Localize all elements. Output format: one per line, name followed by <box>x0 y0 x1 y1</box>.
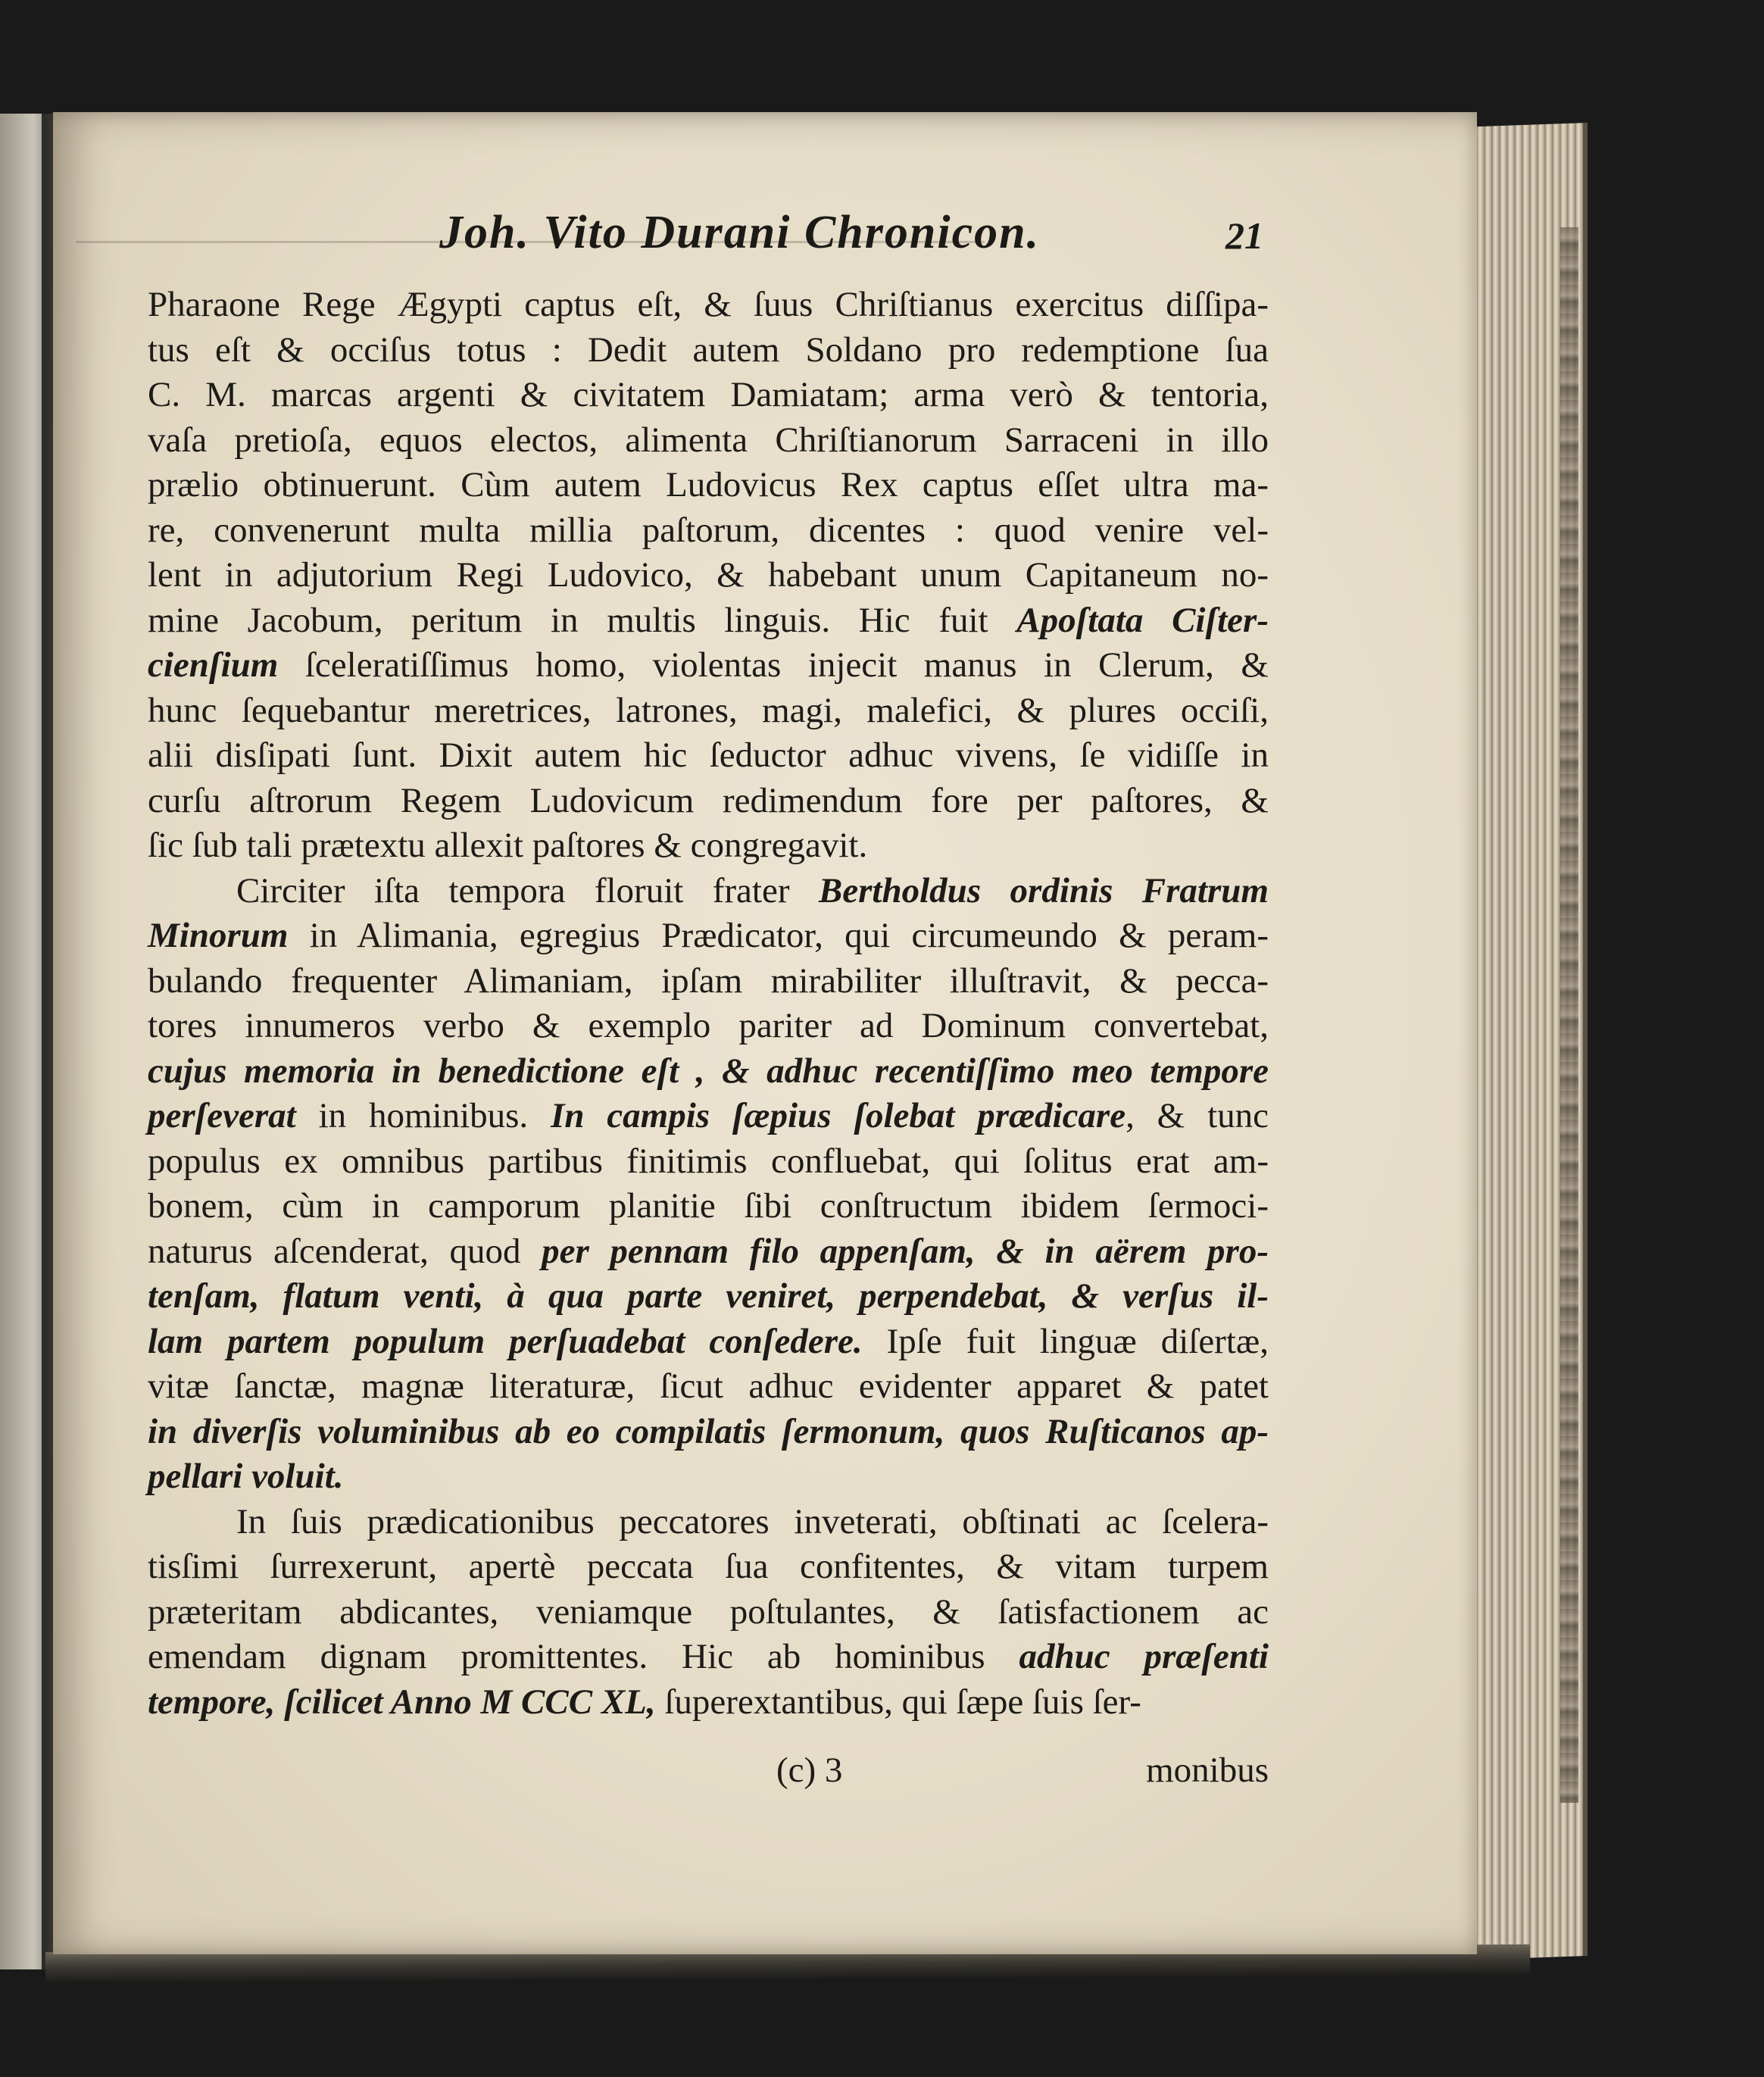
italic-text: Minorum <box>148 916 289 955</box>
signature-mark: (c) 3 <box>776 1751 843 1790</box>
text-line <box>148 598 1269 644</box>
roman-text: tus eſt & occiſus totus : Dedit autem Soldano pro redemptione ſua <box>148 330 1269 370</box>
text-line <box>148 869 1269 914</box>
roman-text: in Alimania, egregius Prædicator, qui circumeundo & peram- <box>288 916 1269 955</box>
roman-text: tisſimi ſurrexerunt, apertè peccata ſua confitentes, & vitam turpem <box>148 1547 1269 1586</box>
text-line <box>148 959 1269 1004</box>
italic-text: adhuc præſenti <box>1019 1637 1269 1676</box>
text-line <box>148 1229 1269 1275</box>
roman-text: in hominibus. <box>295 1096 551 1135</box>
text-line <box>148 914 1269 959</box>
text-line <box>148 689 1269 734</box>
italic-text: lam partem populum perſuadebat conſedere. <box>148 1321 863 1361</box>
italic-text: Apoſtata Ciſter- <box>1016 600 1269 640</box>
text-line <box>148 1410 1269 1455</box>
roman-text: hunc ſequebantur meretrices, latrones, magi, malefici, & plures occiſi, <box>148 690 1269 730</box>
catchword: monibus <box>1146 1751 1269 1790</box>
roman-text: præteritam abdicantes, veniamque poſtulantes, & ſatisfactionem ac <box>148 1591 1269 1632</box>
roman-text: vitæ ſanctæ, magnæ literaturæ, ſicut adhuc evidenter apparet & patet <box>148 1366 1269 1406</box>
italic-text: Bertholdus ordinis Fratrum <box>818 870 1269 910</box>
text-line <box>148 1184 1269 1229</box>
roman-text: Ipſe fuit linguæ diſertæ, <box>862 1321 1269 1361</box>
text-line <box>148 1320 1269 1365</box>
text-line <box>148 373 1269 418</box>
text-line <box>148 418 1269 464</box>
roman-text: bonem, cùm in camporum planitie ſibi conſtructum ibidem ſermoci- <box>148 1186 1269 1226</box>
page-stack-shadow <box>1560 227 1578 1803</box>
italic-text: per pennam filo appenſam, & in aërem pro- <box>542 1231 1269 1271</box>
italic-text: perſeverat <box>148 1096 296 1135</box>
text-line <box>148 1364 1269 1410</box>
roman-text: re, convenerunt multa millia paſtorum, dicentes : quod venire vel- <box>148 510 1269 550</box>
roman-text: ſceleratiſſimus homo, violentas injecit manus in Clerum, & <box>278 645 1269 685</box>
text-line <box>148 1274 1269 1320</box>
text-line <box>148 463 1269 508</box>
text-line <box>148 1004 1269 1049</box>
roman-text: curſu aſtrorum Regem Ludovicum redimendum fore per paſtores, & <box>148 780 1269 820</box>
italic-text: cienſium <box>148 645 279 685</box>
roman-text: naturus aſcenderat, quod <box>148 1231 542 1271</box>
roman-text: , & tunc <box>1126 1096 1269 1135</box>
italic-text: in diverſis voluminibus ab eo compilatis ſermonum, quos Ruſticanos ap- <box>148 1411 1269 1451</box>
roman-text: ſic ſub tali prætextu allexit paſtores & congregavit. <box>148 826 868 865</box>
text-line <box>148 823 1269 869</box>
text-line <box>148 1049 1269 1095</box>
running-head: Joh. Vito Durani Chronicon. <box>439 207 1041 258</box>
roman-text: Circiter iſta tempora floruit frater <box>236 870 819 910</box>
text-line <box>148 1680 1269 1726</box>
italic-text: In campis ſæpius ſolebat prædicare <box>551 1096 1126 1135</box>
roman-text: mine Jacobum, peritum in multis linguis. Hic fuit <box>148 600 1017 640</box>
italic-text: tempore, ſcilicet Anno M CCC XL, <box>148 1682 656 1722</box>
text-line <box>148 1590 1269 1635</box>
italic-text: cujus memoria in benedictione eſt , & adhuc recentiſſimo meo tempore <box>148 1051 1269 1091</box>
text-line <box>148 1454 1269 1500</box>
roman-text: ſuperextantibus, qui ſæpe ſuis ſer- <box>655 1682 1141 1722</box>
text-line <box>148 328 1269 373</box>
roman-text: lent in adjutorium Regi Ludovico, & habebant unum Capitaneum no- <box>148 555 1269 595</box>
roman-text: prælio obtinuerunt. Cùm autem Ludovicus Rex captus eſſet ultra ma- <box>148 465 1269 504</box>
text-line <box>148 283 1269 328</box>
roman-text: emendam dignam promittentes. Hic ab hominibus <box>148 1637 1019 1676</box>
roman-text: vaſa pretioſa, equos electos, alimenta Chriſtianorum Sarraceni in illo <box>148 420 1269 460</box>
text-line <box>148 1139 1269 1185</box>
text-line <box>148 1094 1269 1139</box>
text-line <box>148 779 1269 824</box>
roman-text: tores innumeros verbo & exemplo pariter ad Dominum convertebat, <box>148 1006 1269 1045</box>
text-line <box>148 1500 1269 1545</box>
text-line <box>148 1635 1269 1680</box>
roman-text: alii disſipati ſunt. Dixit autem hic ſeductor adhuc vivens, ſe vidiſſe in <box>148 736 1269 775</box>
text-line <box>148 508 1269 554</box>
text-line <box>148 643 1269 689</box>
roman-text: In ſuis prædicationibus peccatores inveterati, obſtinati ac ſcelera- <box>236 1501 1269 1541</box>
roman-text: bulando frequenter Alimaniam, ipſam mirabiliter illuſtravit, & pecca- <box>148 960 1269 1001</box>
page-footer <box>148 1750 1269 1795</box>
text-line <box>148 1544 1269 1590</box>
text-line <box>148 553 1269 598</box>
italic-text: pellari voluit. <box>148 1457 344 1496</box>
roman-text: Pharaone Rege Ægypti captus eſt, & ſuus Chriſtianus exercitus diſſipa- <box>148 285 1269 324</box>
italic-text: tenſam, flatum venti, à qua parte veniret, perpendebat, & verſus il- <box>148 1276 1269 1316</box>
text-line <box>148 733 1269 779</box>
page-number: 21 <box>1225 214 1263 257</box>
roman-text: C. M. marcas argenti & civitatem Damiatam; arma verò & tentoria, <box>148 375 1269 414</box>
body-text <box>148 283 1269 1725</box>
roman-text: populus ex omnibus partibus finitimis confluebat, qui ſolitus erat am- <box>148 1141 1269 1181</box>
